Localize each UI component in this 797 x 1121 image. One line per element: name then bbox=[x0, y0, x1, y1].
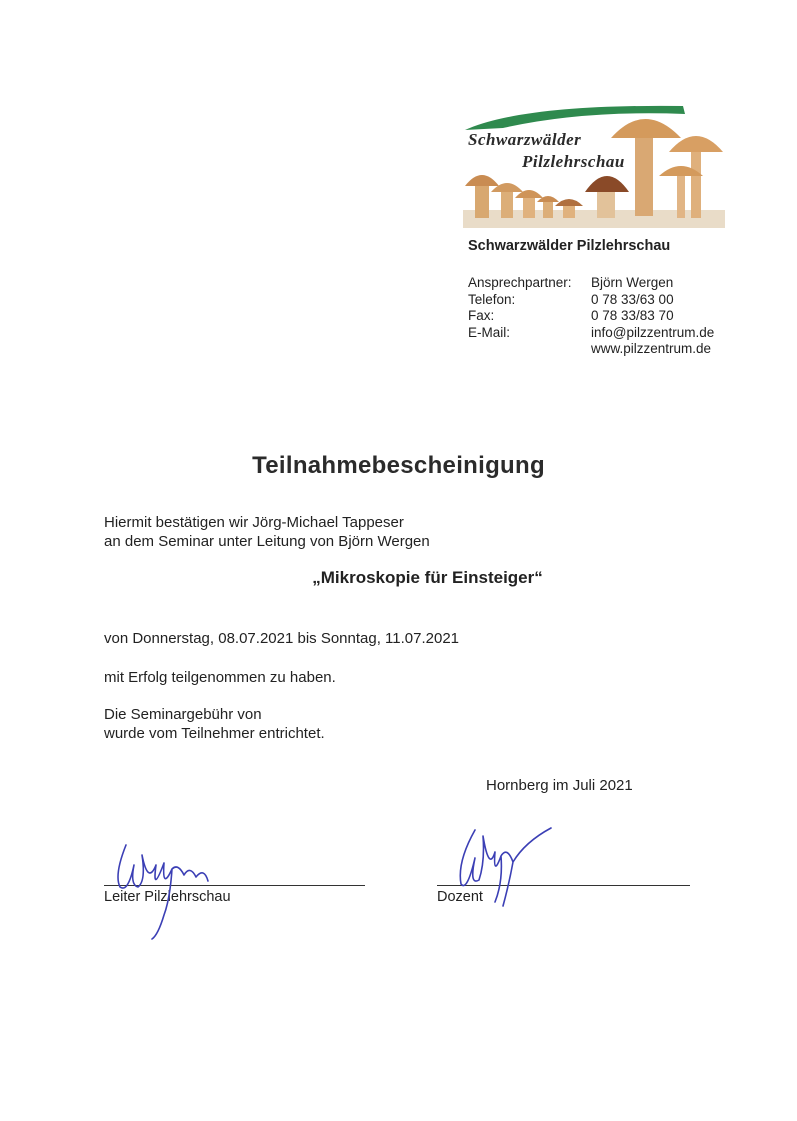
signature-label-left: Leiter Pilzlehrschau bbox=[104, 889, 231, 905]
fee-line-2: wurde vom Teilnehmer entrichtet. bbox=[104, 725, 325, 742]
intro-paragraph bbox=[104, 513, 430, 551]
contact-value-email: info@pilzzentrum.de bbox=[591, 324, 715, 340]
place-and-date: Hornberg im Juli 2021 bbox=[486, 777, 633, 794]
intro-line-2: an dem Seminar unter Leitung von Björn Wergen bbox=[104, 533, 430, 550]
organization-name: Schwarzwälder Pilzlehrschau bbox=[468, 238, 671, 254]
intro-line-1: Hiermit bestätigen wir Jörg-Michael Tappeser bbox=[104, 514, 404, 531]
signature-label-right: Dozent bbox=[437, 889, 483, 905]
signature-left-scribble bbox=[112, 835, 222, 940]
signature-line-right bbox=[437, 885, 690, 886]
contact-label-fax: Fax: bbox=[468, 308, 495, 323]
contact-label-email: E-Mail: bbox=[468, 324, 511, 340]
contact-label-person: Ansprechpartner: bbox=[468, 275, 572, 290]
seminar-title: „Mikroskopie für Einsteiger“ bbox=[312, 568, 543, 587]
contact-value-website: www.pilzzentrum.de bbox=[591, 341, 712, 356]
seminar-dates: von Donnerstag, 08.07.2021 bis Sonntag, 11.07.2021 bbox=[104, 630, 459, 647]
contact-value-fax: 0 78 33/83 70 bbox=[591, 308, 674, 323]
contact-label-phone: Telefon: bbox=[468, 291, 516, 307]
signature-line-left bbox=[104, 885, 365, 886]
document-title: Teilnahmebescheinigung bbox=[252, 452, 545, 479]
contact-value-person: Björn Wergen bbox=[591, 275, 674, 290]
logo-text-line1: Schwarzwälder bbox=[468, 130, 582, 149]
fee-paragraph bbox=[104, 705, 325, 743]
logo-text-line2: Pilzlehrschau bbox=[522, 152, 625, 171]
contact-value-phone: 0 78 33/63 00 bbox=[591, 291, 674, 307]
contact-values bbox=[591, 275, 714, 358]
mushroom-cap-large bbox=[611, 119, 681, 138]
contact-labels bbox=[468, 275, 572, 341]
fee-line-1: Die Seminargebühr von bbox=[104, 706, 262, 723]
success-statement: mit Erfolg teilgenommen zu haben. bbox=[104, 669, 336, 686]
